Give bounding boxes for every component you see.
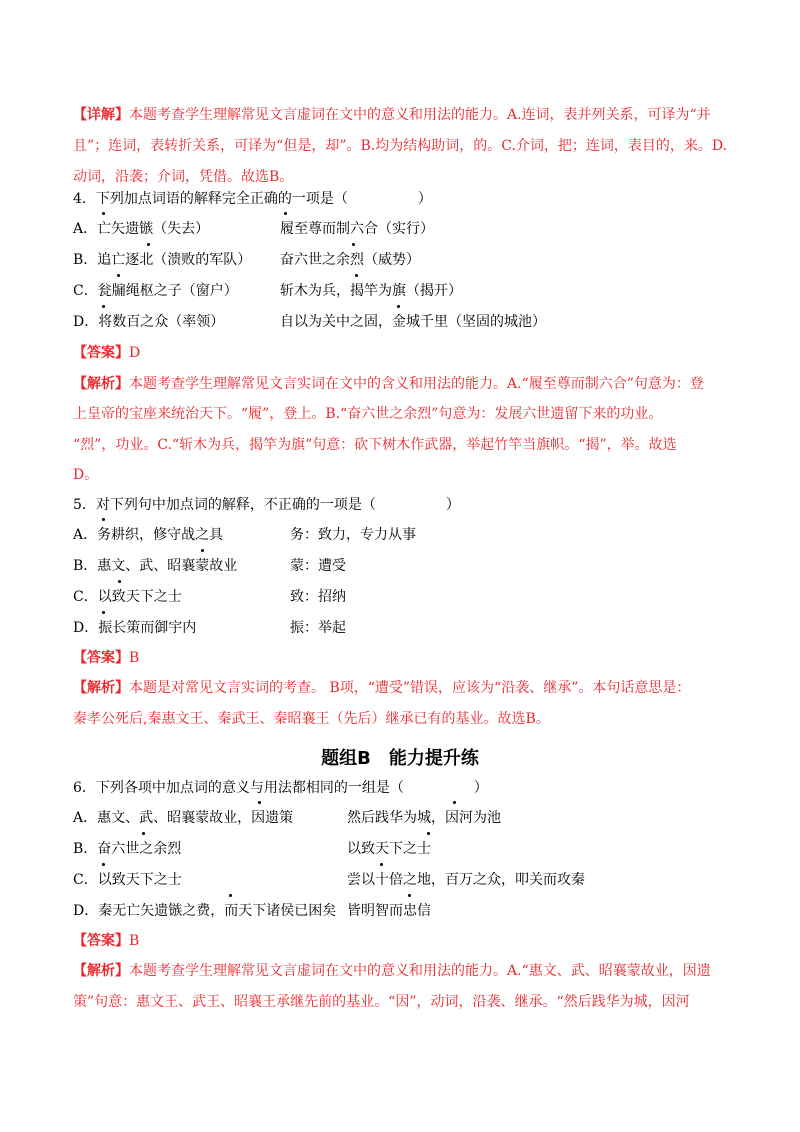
- explanation-tag: 【详解】: [73, 107, 129, 123]
- answer-value: B: [129, 933, 140, 949]
- q4-option-c-left: C．瓮牖绳枢之子（窗户）: [73, 283, 238, 299]
- emphasis-dot: [118, 580, 121, 583]
- q5-analysis-line-1: [73, 677, 690, 699]
- q5-option-d-left: D．振长策而御宇内: [73, 620, 197, 636]
- q6-answer: [73, 930, 139, 952]
- emphasis-dot: [427, 832, 430, 835]
- q5-option-a-right: 务：致力，专力从事: [290, 527, 416, 543]
- emphasis-dot: [102, 518, 105, 521]
- emphasis-dot: [201, 549, 204, 552]
- analysis-tag: 【解析】: [73, 376, 129, 392]
- q4-option-d-right: 自以为关中之固，金城千里（坚固的城池）: [280, 314, 546, 330]
- emphasis-dot: [352, 243, 355, 246]
- emphasis-dot: [117, 274, 120, 277]
- answer-value: D: [129, 345, 141, 361]
- answer-tag: 【答案】: [73, 650, 129, 666]
- q4-option-d-left: D．将数百之众（率领）: [73, 314, 225, 330]
- emphasis-dot: [229, 894, 232, 897]
- emphasis-dot: [102, 863, 105, 866]
- q4-option-b-left: B．追亡逐北（溃败的军队）: [73, 252, 252, 268]
- q5-option-c-left: C．以致天下之士: [73, 589, 182, 605]
- q6-option-b-right: 以致天下之士: [347, 841, 431, 857]
- answer-tag: 【答案】: [73, 933, 129, 949]
- q4-analysis-line-2: 上皇帝的宝座来统治天下。“履”，登上。B.“奋六世之余烈”句意为：发展六世遗留下来的功业。: [73, 406, 663, 422]
- q6-analysis-line-2: 策”句意：惠文王、武王、昭襄王承继先前的基业。“因”，动词，沿袭、继承。“然后践华为城，因河: [73, 994, 690, 1010]
- q6-option-c-right: 尝以十倍之地，百万之众，叩关而攻秦: [347, 872, 585, 888]
- q6-option-a-right: 然后践华为城，因河为池: [347, 810, 501, 826]
- q4-option-a-right: 履至尊而制六合（实行）: [280, 221, 434, 237]
- answer-value: B: [129, 650, 140, 666]
- answer-tag: 【答案】: [73, 345, 129, 361]
- q4-option-c-right: 斩木为兵，揭竿为旗（揭开）: [280, 283, 462, 299]
- analysis-text: 本题是对常见文言实词的考查。 B项，“遭受”错误，应该为“沿袭、继承”。本句话意思是：: [129, 680, 691, 696]
- q6-stem: 6．下列各项中加点词的意义与用法都相同的一组是（ ）: [73, 780, 488, 796]
- emphasis-dot: [408, 894, 411, 897]
- q5-option-b-left: B．惠文、武、昭襄蒙故业: [73, 558, 238, 574]
- emphasis-dot: [453, 801, 456, 804]
- analysis-tag: 【解析】: [73, 963, 129, 979]
- emphasis-dot: [284, 212, 287, 215]
- q5-option-c-right: 致：招纳: [290, 589, 346, 605]
- q5-analysis-line-2: 秦孝公死后,秦惠文王、秦武王、秦昭襄王（先后）继承已有的基业。故选B。: [73, 711, 550, 727]
- analysis-text: 本题考查学生理解常见文言实词在文中的含义和用法的能力。A.“履至尊而制六合”句意为：登: [129, 376, 704, 392]
- q5-option-a-left: A．务耕织，修守战之具: [73, 527, 224, 543]
- q6-option-d-left: D．秦无亡矢遗镞之费，而天下诸侯已困矣: [73, 903, 337, 919]
- emphasis-dot: [147, 243, 150, 246]
- q4-analysis-line-1: [73, 373, 704, 395]
- q4-answer: [73, 342, 140, 364]
- q4-analysis-line-3: “烈”，功业。C.“斩木为兵，揭竿为旗”句意：砍下树木作武器，举起竹竿当旗帜。“揭”，举。故选: [73, 437, 677, 453]
- emphasis-dot: [380, 863, 383, 866]
- q6-option-c-left: C．以致天下之士: [73, 872, 182, 888]
- q6-option-b-left: B．奋六世之余烈: [73, 841, 182, 857]
- emphasis-dot: [102, 305, 105, 308]
- q4-option-b-right: 奋六世之余烈（威势）: [280, 252, 420, 268]
- analysis-tag: 【解析】: [73, 680, 129, 696]
- q5-stem: 5．对下列句中加点词的解释，不正确的一项是（ ）: [73, 497, 460, 513]
- q5-option-d-right: 振：举起: [290, 620, 346, 636]
- emphasis-dot: [355, 274, 358, 277]
- q6-analysis-line-1: [73, 960, 711, 982]
- emphasis-dot: [397, 305, 400, 308]
- analysis-text: 本题考查学生理解常见文言虚词在文中的意义和用法的能力。A.“惠文、武、昭襄蒙故业，因遗: [129, 963, 711, 979]
- q5-answer: [73, 647, 139, 669]
- emphasis-dot: [102, 611, 105, 614]
- q6-option-a-left: A．惠文、武、昭襄蒙故业，因遗策: [73, 810, 294, 826]
- q3-explanation: [73, 100, 735, 193]
- q6-option-d-right: 皆明智而忠信: [347, 903, 431, 919]
- emphasis-dot: [142, 832, 145, 835]
- section-title: 题组B 能力提升练: [321, 748, 479, 769]
- q4-option-a-left: A．亡矢遗镞（失去）: [73, 221, 210, 237]
- explanation-text: 本题考查学生理解常见文言虚词在文中的意义和用法的能力。A.连词，表并列关系，可译为“并且”；连词，表转折关系，可译为“但是，却”。B.均为结构助词，的。C.介词，把；连词，表目的，来。D.动词，沿袭；介词，凭借。故选B。: [73, 107, 728, 185]
- q5-option-b-right: 蒙：遭受: [290, 558, 346, 574]
- q4-stem: 4．下列加点词语的解释完全正确的一项是（ ）: [73, 191, 432, 207]
- emphasis-dot: [102, 212, 105, 215]
- emphasis-dot: [258, 801, 261, 804]
- q4-analysis-line-4: D。: [73, 467, 99, 483]
